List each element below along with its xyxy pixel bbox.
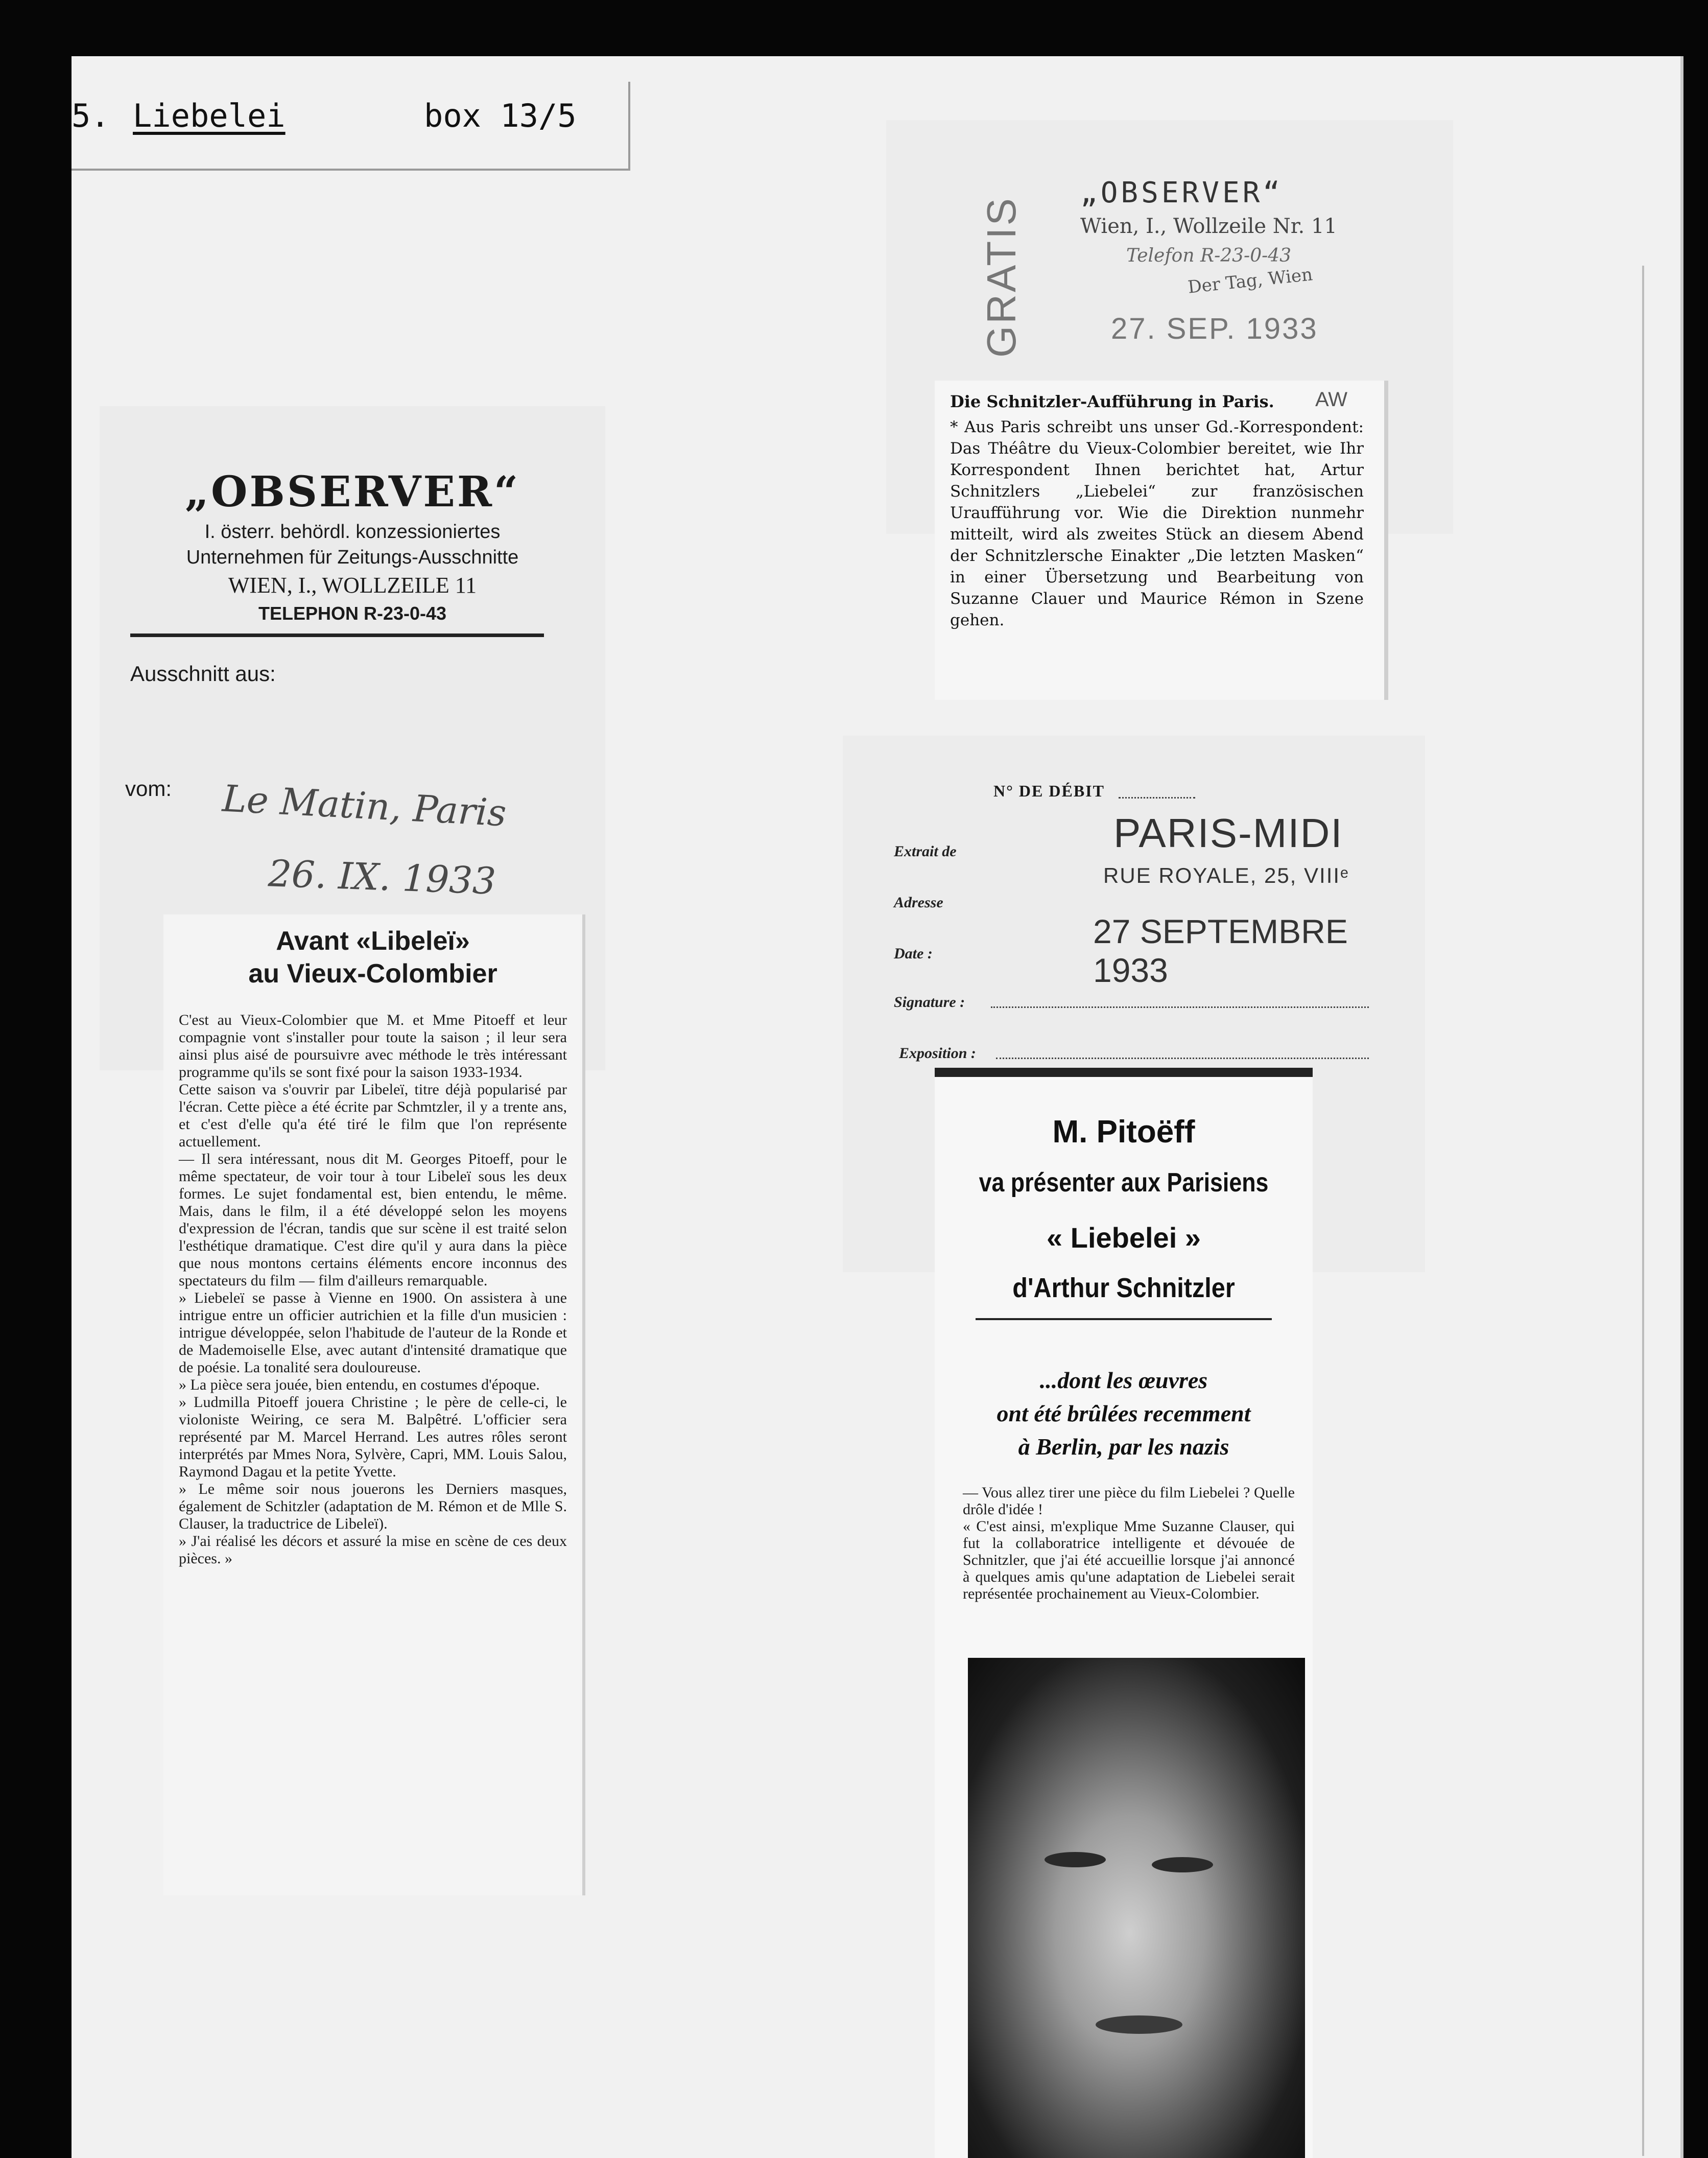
date-label: Date : xyxy=(894,945,933,962)
ausschnitt-label: Ausschnitt aus: xyxy=(130,662,276,686)
article-top-rule xyxy=(935,1068,1313,1077)
adresse-label: Adresse xyxy=(894,894,943,911)
vom-label: vom: xyxy=(125,777,172,801)
observer-line-1: I. österr. behördl. konzessioniertes xyxy=(204,521,501,543)
observer-line-2: Unternehmen für Zeitungs-Ausschnitte xyxy=(186,547,519,568)
handwritten-date: 26. IX. 1933 xyxy=(267,852,497,903)
observer-phone: TELEPHON R-23-0-43 xyxy=(258,603,447,624)
exposition-line xyxy=(996,1058,1369,1059)
signature-line xyxy=(991,1006,1369,1008)
signature-label: Signature : xyxy=(894,994,965,1011)
sub-line-2: ont été brûlées recemment xyxy=(997,1400,1251,1426)
clipping-le-matin xyxy=(163,914,585,1895)
photo-eye-left xyxy=(1045,1852,1106,1867)
head-line-3: « Liebelei » xyxy=(1047,1222,1201,1254)
exposition-label: Exposition : xyxy=(899,1045,976,1062)
article-body: C'est au Vieux-Colombier que M. et Mme Pitoeff et leur compagnie vont s'installer pour toute la saison ; il leur sera ainsi plus aisé de poursuivre avec méthode le très intéressant programme qu'ils se sont fixé pour la saison 1933-1934. Cette saison va s'ouvrir par Libeleï, titre déjà popularisé par l'écran. Cette pièce a été écrite par Schmtzler, il y a trente ans, et c'est d'elle qu'a été tiré le film que l'on représente actuellement. — Il sera intéressant, nous dit M. Georges Pitoeff, pour le même spectateur, de voir tour à tour Libeleï sous les deux formes. Le sujet fondamental est, bien entendu, le même. Mais, dans le film, il a été développé selon les moyens d'expression de l'écran, tandis que sur scène il est traité selon l'esthétique dramatique. C'est dire qu'il y aura dans la pièce que nous montons certains éléments encore inconnus des spectateurs du film — film d'ailleurs remarquable. » Liebeleï se passe à Vienne en 1900. On assistera à une intrigue entre un officier autrichien et la fille d'un musicien : intrigue développée, selon l'habitude de l'auteur de la Ronde et de Mademoiselle Else, avec autant d'intensité dramatique que de poésie. La tonalité sera douloureuse. » La pièce sera jouée, bien entendu, en costumes d'époque. » Ludmilla Pitoeff jouera Christine ; le père de celle-ci, le violoniste Weiring, ce sera M. Balpêtré. L'officier sera représenté par M. Marcel Herrand. Les autres rôles seront interprétés par Mmes Nora, Sylvère, Capri, MM. Louis Salou, Raymond Dagau et la petite Yvette. » Le même soir nous jouerons les Derniers masques, également de Schitzler (adaptation de M. Rémon et de Mlle S. Clauser, la traductrice de Libeleï). » J'ai réalisé les décors et assuré la mise en scène de ces deux pièces. » xyxy=(179,1012,567,1567)
handwritten-source: Le Matin, Paris xyxy=(221,777,508,835)
date-stamp: 27. SEP. 1933 xyxy=(1111,312,1318,345)
german-headline: Die Schnitzler-Aufführung in Paris. xyxy=(950,392,1274,411)
handwritten-mark: AW xyxy=(1315,388,1347,411)
observer-small-address: Wien, I., Wollzeile Nr. 11 xyxy=(1080,215,1337,238)
no-de-debit-line xyxy=(1119,797,1195,799)
item-title: Liebelei xyxy=(133,97,286,134)
photo-eye-right xyxy=(1152,1857,1213,1872)
observer-small-phone: Telefon R-23-0-43 xyxy=(1126,245,1292,266)
no-de-debit-label: N° DE DÉBIT xyxy=(993,782,1105,800)
box-label xyxy=(72,82,630,171)
gratis-stamp: GRATIS xyxy=(979,196,1024,358)
source-stamp: Der Tag, Wien xyxy=(1187,264,1314,298)
paper-stamp: PARIS-MIDI xyxy=(1113,810,1343,856)
article-headline xyxy=(163,925,582,990)
observer-small-logo: „OBSERVER“ xyxy=(1080,176,1284,209)
clipping-der-tag xyxy=(935,381,1388,700)
box-reference: box 13/5 xyxy=(424,97,577,134)
head-divider xyxy=(976,1318,1272,1320)
observer-rule xyxy=(130,634,544,637)
portrait-photo xyxy=(968,1658,1305,2158)
extrait-label: Extrait de xyxy=(894,843,957,860)
sub-line-1: ...dont les œuvres xyxy=(1039,1367,1208,1393)
paper-address-stamp: RUE ROYALE, 25, VIIIᵉ xyxy=(1103,863,1349,887)
observer-logo: „OBSERVER“ xyxy=(184,467,520,517)
photo-mouth xyxy=(1096,2015,1182,2034)
article-right-body: — Vous allez tirer une pièce du film Liebelei ? Quelle drôle d'idée ! « C'est ainsi, m'explique Mme Suzanne Clauser, qui fut la collaboratrice intelligente et dévouée de Schnitzler, que j'ai été accueillie lorsque j'ai annoncé à quelques amis qu'une adaptation de Liebelei serait représentée prochainement au Vieux-Colombier. xyxy=(963,1484,1295,1602)
headline-line-2: au Vieux-Colombier xyxy=(248,959,497,989)
observer-address: WIEN, I., WOLLZEILE 11 xyxy=(228,573,477,598)
sub-line-3: à Berlin, par les nazis xyxy=(1018,1434,1229,1460)
paper-date-stamp: 27 SEPTEMBRE 1933 xyxy=(1093,912,1348,989)
item-number: 5. xyxy=(72,97,110,134)
head-line-4: d'Arthur Schnitzler xyxy=(1012,1273,1235,1303)
head-line-2: va présenter aux Parisiens xyxy=(979,1168,1269,1198)
headline-line-1: Avant «Libeleï» xyxy=(276,926,470,956)
head-line-1: M. Pitoëff xyxy=(1052,1114,1195,1150)
german-body: * Aus Paris schreibt uns unser Gd.-Korrespondent: Das Théâtre du Vieux-Colombier bereitet, wie Ihr Korrespondent Ihnen berichtet hat, Artur Schnitzlers „Liebelei“ zur französischen Uraufführung vor. Wie die Direktion nunmehr mitteilt, wird als zweites Stück an diesem Abend der Schnitzlersche Einakter „Die letzten Masken“ in einer Übersetzung und Bearbeitung von Suzanne Clauer und Maurice Rémon in Szene gehen. xyxy=(950,418,1364,629)
sheet-fold-line xyxy=(1642,266,1644,2156)
